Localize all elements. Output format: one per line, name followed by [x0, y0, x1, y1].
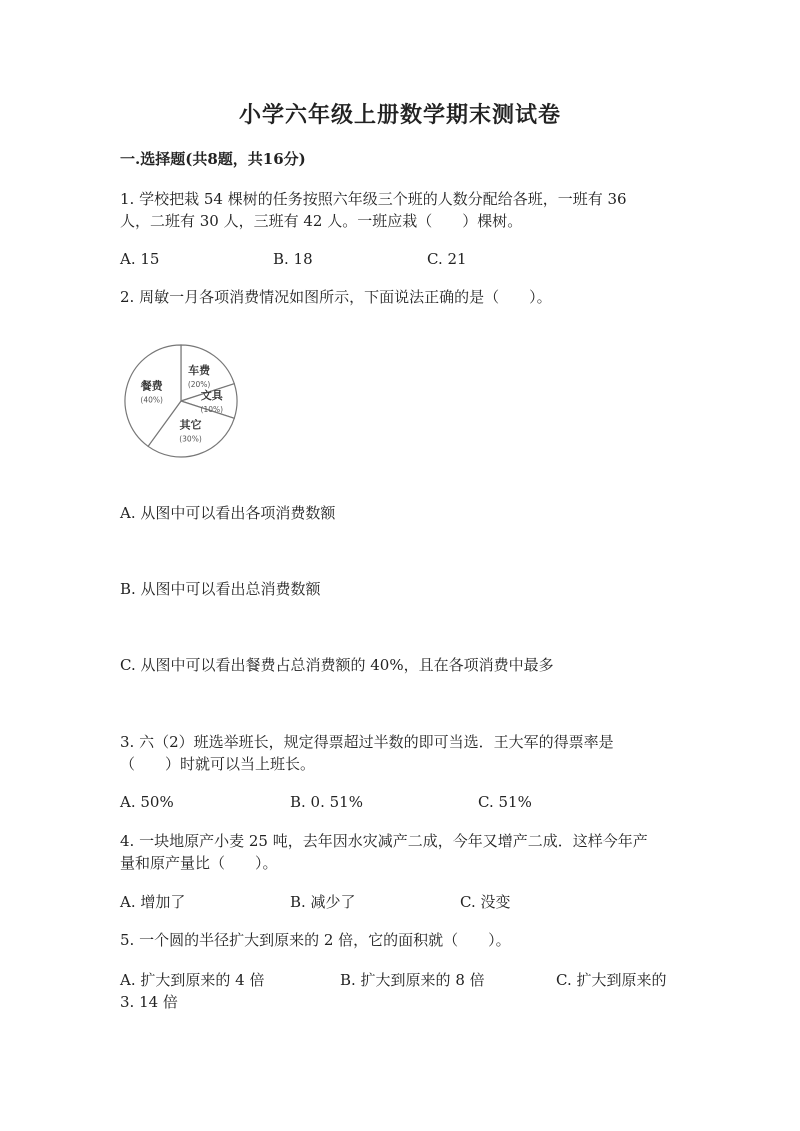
q3-line1: 3. 六（2）班选举班长，规定得票超过半数的即可当选．王大军的得票率是	[120, 733, 614, 751]
q5-option-b[interactable]: B. 扩大到原来的 8 倍	[340, 971, 485, 989]
q1-line2: 人，二班有 30 人，三班有 42 人。一班应栽（ ）棵树。	[120, 212, 523, 230]
q3-option-c[interactable]: C. 51%	[478, 793, 532, 811]
q3-line2: （ ）时就可以当上班长。	[120, 755, 316, 773]
q1-option-c[interactable]: C. 21	[427, 250, 467, 268]
section-heading: 一.选择题(共8题，共16分)	[120, 150, 306, 168]
pie-chart	[116, 336, 246, 466]
q2-option-c[interactable]: C. 从图中可以看出餐费占总消费额的 40%，且在各项消费中最多	[120, 656, 554, 674]
pie-percent-label-3: (30%)	[179, 434, 202, 444]
q4-option-a[interactable]: A. 增加了	[120, 893, 186, 911]
pie-percent-label-4: (40%)	[140, 395, 163, 405]
q5-line1: 5. 一个圆的半径扩大到原来的 2 倍，它的面积就（ ）。	[120, 931, 511, 949]
pie-percent-label-1: (20%)	[187, 380, 211, 390]
q1-option-a[interactable]: A. 15	[120, 250, 160, 268]
q5-option-c[interactable]: C. 扩大到原来的	[556, 971, 667, 989]
q2-option-a[interactable]: A. 从图中可以看出各项消费数额	[120, 504, 336, 522]
pie-percent-label-2: (10%)	[200, 405, 224, 414]
q1-option-b[interactable]: B. 18	[273, 250, 313, 268]
q1-line1: 1. 学校把栽 54 棵树的任务按照六年级三个班的人数分配给各班，一班有 36	[120, 190, 627, 208]
pie-label-3: 其它	[179, 418, 202, 432]
q5-option-c-continued: 3. 14 倍	[120, 993, 178, 1011]
q4-line1: 4. 一块地原产小麦 25 吨，去年因水灾减产二成，今年又增产二成．这样今年产	[120, 832, 648, 850]
q4-line2: 量和原产量比（ ）。	[120, 854, 278, 872]
q2-option-b[interactable]: B. 从图中可以看出总消费数额	[120, 580, 321, 598]
q4-option-c[interactable]: C. 没变	[460, 893, 511, 911]
q4-option-b[interactable]: B. 减少了	[290, 893, 356, 911]
pie-label-4: 餐费	[140, 379, 163, 393]
q2-line1: 2. 周敏一月各项消费情况如图所示，下面说法正确的是（ ）。	[120, 288, 552, 306]
pie-label-1: 车费	[188, 364, 211, 378]
q5-option-a[interactable]: A. 扩大到原来的 4 倍	[120, 971, 265, 989]
q3-option-b[interactable]: B. 0. 51%	[290, 793, 363, 811]
page-title: 小学六年级上册数学期末测试卷	[238, 102, 561, 128]
pie-label-2: 文具	[200, 389, 223, 402]
q3-option-a[interactable]: A. 50%	[120, 793, 174, 811]
